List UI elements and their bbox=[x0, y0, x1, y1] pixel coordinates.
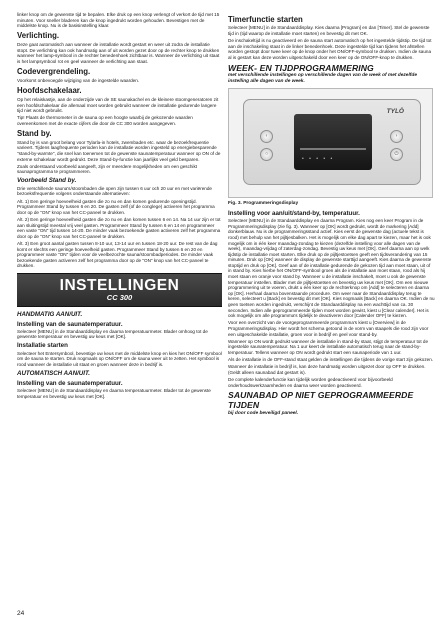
saunabad-subheading: bij door code beveiligd paneel. bbox=[228, 410, 299, 416]
alternative-3: Alt. 3) Een groot aantal gasten tussen 8-10 uur, 13-14 uur en tussen 18-20 uur. De rest van de dag komt er slechts een geringe hoeveelheid gasten. Programmeer Stand by tussen 6 en 20 en programmeer vaste "ON" tijden voor de veelbezochte sauna/stoombadperiodes. De minder vaak bezoekende gasten activeren zelf het programma door op de "ON" knop van het CC-paneel te drukken. bbox=[17, 240, 218, 269]
intro-paragraph: linker knop om de gewenste tijd te bepalen. Elke druk op een knop verlengt of verkort de tijd met 15 minuten. Voor sneller bladeren kan de knop ingedrukt worden gehouden. Bevestigen met de middelste knop. Nu is de basisinstelling klaar. bbox=[17, 12, 220, 29]
inst-sauna2-heading: Instelling van de saunatemperatuur. bbox=[17, 379, 123, 387]
screen-bar bbox=[300, 148, 366, 150]
tylo-logo: TYLÖ bbox=[386, 107, 404, 115]
power-icon: ⏻ bbox=[394, 151, 399, 158]
installatie-paragraph: Selecteer het Entersymbool, bevestige uw keus met de middelste knop en kies het ON/OFF symbool om de sauna te starten. Druk nogmaals op ON/OFF om de sauna weer uit te zetten. Het symbool is rood wanneer de installatie uit staat en groen wanneer deze in bedrijf is. bbox=[17, 350, 222, 368]
onoff-button bbox=[390, 148, 403, 161]
timer-heading: Timerfunctie starten bbox=[228, 14, 303, 24]
voorbeeld-heading: Voorbeeld Stand by. bbox=[17, 177, 77, 185]
standby-paragraph-2: Zoals onderstaand voorbeeld aangeeft, zijn er meerdere mogelijkheden om een geschikt saunaprogramma te programmeren. bbox=[17, 163, 198, 175]
wanneer2-paragraph: Wanneer de installatie in bedrijf is, kan deze handmatig worden uitgezet door op OFF te drukken. (Geldt alleen saunabad dat gestart is). bbox=[228, 364, 426, 375]
screen-dots: • • • • • bbox=[302, 155, 335, 162]
left-arrow-button bbox=[260, 130, 273, 143]
wanneer-paragraph: Wanneer op ON wordt gedrukt wanneer de installatie in stand-by staat, stijgt de temperatuur tot de ingestelde saunatemperatuur. Na 1 uur keert de installatie automatisch terug naar de stand-by-temperatuur. Tellens wanneer op ON wordt gedrukt start een saunaperiode van 1 uur. bbox=[228, 338, 429, 355]
instelling-heading: Instelling voor aan/uit/stand-by, temperatuur. bbox=[228, 209, 360, 217]
standby-paragraph: Stand by is van groot belang voor Tylarla-in hotels, zwembaden etc. waar de bezoekfrequentie varieert. Tijdens laagfrequente perioden kan de installatie worden ingesteld op energiebesparende "stand-by-warmte", die snel kan toenemen tot de gewenste saunatemperatuur wanneer op ON of de externe schakelaar wordt gedrukt. Deze Stand-by-functie kan jaarlijks veel geld besparen. bbox=[17, 139, 221, 162]
codevergrendeling-paragraph: Voorkomt onbevoegde wijziging van de ingestelde waarden. bbox=[17, 77, 140, 83]
panel-screen bbox=[294, 114, 372, 170]
inst-sauna-heading: Instelling van de saunatemperatuur. bbox=[17, 320, 123, 328]
control-panel-image bbox=[243, 99, 421, 185]
instellingen-banner bbox=[17, 273, 222, 307]
als-paragraph: Als de installatie in de OFF-stand staat gelden de instellingen die tijdens de vorige start zijn gekozen. bbox=[228, 357, 434, 363]
overzicht-paragraph: Voor een overzicht van de voorgeprogrammeerde programma's kiest u [Overview] in de Programmeringsdisplay. Hier wordt het schema getoond in de vorm van staapels die rood zijn voor een uitgeschakelde installatie, groen voor in bedrijf en geel voor stand-by. bbox=[228, 320, 429, 337]
tip-paragraph: Tip! Plaats de thermometer in de sauna op een hoogte waarbij de gekozende waarden overeenkomen met de exacte cijfers die door de CC 300 worden aangegeven. bbox=[17, 115, 193, 126]
inst-sauna-paragraph: Selecteer [MENU] in de Standaarddisplay en daarna temperatuurmeter. Blader omhoog tot de gewenste temperatuur en bevestig uw keus met [OK]. bbox=[17, 328, 208, 340]
hoofdschakelaar-heading: Hoofdschakelaar. bbox=[17, 86, 82, 96]
installatie-heading: Installatie starten bbox=[17, 342, 68, 350]
page-number: 24 bbox=[17, 610, 25, 617]
banner-title: INSTELLINGEN bbox=[59, 277, 180, 295]
alternative-1: Alt. 1) Een geringe hoeveelheid gasten die zo nu en dan komen gedurende openingstijd. Programmeer Stand by tussen 6 en 20. De gasten zelf (of de conglege) activeren het programma door op de "ON" knop van het CC-paneel te drukken. bbox=[17, 198, 215, 215]
timer-paragraph-2: De inschakeltijd is nu geactiveerd en de sauna start automatisch op het ingestelde tijdstip. De tijd tot aan de inschakeling staat in de linker benedenhoek. Deze ingestelde tijd kan tijdens het afstellen worden gestopt door twee keer op de knop onder het ON/OFF-symbool te drukken. Indien de sauna al is gestart kan deze worden uitgeschakeld door een keer op de ON/OFF-knop te drukken. bbox=[228, 38, 432, 60]
handmatig-heading: HANDMATIG AAN/UIT. bbox=[17, 310, 83, 318]
figure-caption: Fig. 3. Programmeringsdisplay bbox=[228, 200, 299, 206]
timer-paragraph: Selecteer [MENU] in de Standaarddisplay. Kies daarna [Program] en dan [Timer]. Stel de gewenste tijd in (tijd waarop de installatie moet starten) en bevestig dit met OK. bbox=[228, 25, 430, 36]
left-arrow-icon: ‹ bbox=[265, 133, 268, 140]
hoofdschakelaar-paragraph: Op het relaiskastje, aan de onderzijde van de SE saunakachel en de kleinere stoomgeneratoren zit een hoofdschakelaar die allemaal moet worden gebruikt wanneer de installatie gedurende langere tijd niet wordt gebruikt. bbox=[17, 96, 219, 114]
right-arrow-icon: › bbox=[395, 133, 398, 140]
saunabad-heading: SAUNABAD OP NIET GEPROGRAMMEERDE TIJDEN bbox=[228, 390, 414, 410]
inst-sauna2-paragraph: Selecteer [MENU] in de Standaarddisplay en daarna temperatuurmeter. Blader tot de gewenste temperatuur en bevestig uw keus met [OK]. bbox=[17, 388, 211, 399]
standby-heading: Stand by. bbox=[17, 129, 52, 139]
banner-subtitle: CC 300 bbox=[106, 293, 133, 303]
week-subheading: met verschillende instellingen op verschillende dagen van de week of met dezelfde instelling alle dagen van de week. bbox=[228, 73, 418, 84]
right-column bbox=[228, 12, 435, 608]
ok-button bbox=[260, 148, 273, 161]
complete-paragraph: De complete kalenderfunctie kan tijdelijk worden gedeactiveerd voor bijvoorbeeld onderhoudswerkzaamheden en daarna weer worden geactiveerd. bbox=[228, 377, 393, 388]
codevergrendeling-heading: Codevergrendeling. bbox=[17, 67, 91, 77]
verlichting-paragraph: Deze gaat automatisch aan wanneer de installatie wordt gestart en weer uit zodra de installatie stopt. De verlichting kan ook handmatig aan of uit worden gezet door op de rechter knop te drukken wanneer het lamp-symbool in de rechter benedenhoek zichtbaar is. Wanneer de verlichting uit staat is het lampsymbool rot en geel wanneer de verlichting aan staat. bbox=[17, 42, 220, 64]
alternative-2: Alt. 2) Een geringe hoeveelheid gasten die zo nu en dan komen tussen 6 en 14. Na 14 uur zijn er tot aan sluitingstijd meestal vrij veel gasten. Programmeer Stand by tussen 6 en 14 en programmeer een vaste "ON" tijd tussen 14-20. De minder vaak bezoekende gasten activeren zelf het programma door op de "ON" knop van het CC-paneel te drukken. bbox=[17, 216, 221, 239]
voorbeeld-paragraph: Drie verschillende sauna's/stoombaden die open zijn tussen 6 uur och 20 uur en met variërende bezoeksfrequentie volgens onderstaande alternatieven: bbox=[17, 185, 212, 197]
circle-icon: ○ bbox=[264, 151, 269, 158]
programming-display-figure bbox=[228, 88, 433, 198]
left-column bbox=[17, 12, 222, 608]
verlichting-heading: Verlichting. bbox=[17, 31, 60, 41]
right-arrow-button bbox=[390, 130, 403, 143]
automatisch-heading: AUTOMATISCH AAN/UIT. bbox=[17, 370, 90, 378]
week-heading: WEEK- EN TIJDPROGRAMMERING bbox=[228, 62, 374, 73]
instelling-paragraph: Selecteer [MENU] in de Standaarddisplay en daarna Program. Kies nog een keer Program in de Programmeringsdisplay (zie fig. 3). Wanneer op [OK] wordt gedrukt, wordt de markering [Add] donkerblauw. Nu is de programmeringsstand actief. Kies eerst de gewenste dag (actuele tekst is rood) met behulp van het pijltjesbalken. Het is mogelijk om elke dag apart te kiezen, maar het is ook mogelijk om in één keer maandag-zondag te kiezen (dezelfde instelling voor alle dagen van de week), maandag-vrijdag of zaterdag-zondag. Bevestig uw keus met [OK]. Geef daarna aan op welk tijdstip de installatie moet starten. Elke druk op de pijltjestoetsen geeft een tijdsverandering van 15 minuten. Druk op [OK] wanneer de display de gewenste starttijd aangeeft. Kies daarna de gewenste stoptijd en druk op [OK]. Geef aan of de installatie gedurende de gekozen tijd aan moet staan, uit of in stand by. Kies hierbe het ON/OFF-symbool groen als de installatie aan moet staan, rood als hij moet staan en oranje voor stand by. Wanneer u de installatie inschakelt, moet u ook de gewenste temperatuur instellen. Blader met de pijltjestoetsen en bevestig uw keus met [OK]. Om een nieuwe programmering uit te voeren, drukt u één keer op de rechterknop om [Add] te selecteren en daarna op [OK]. Herhaal daarna bovenstaande procedure. Om weer naar de Standaarddisplay terug te keren, selecteert u [Back] en bevestig dit met [OK]. Kies nogmaals [Back] en daarna OK. Indien de nu geen toetsen worden ingedrukt, verschijnt de Standaarddisplay na een wachttijd van ca. 30 seconden. Indien alle geprogrammeerde tijden moet worden gewist, kiest u [Clear calender]. Het is ook mogelijk om alle programma's tijdelijk te deactiveren door [Calender OFF] te kiezen. bbox=[228, 218, 435, 319]
